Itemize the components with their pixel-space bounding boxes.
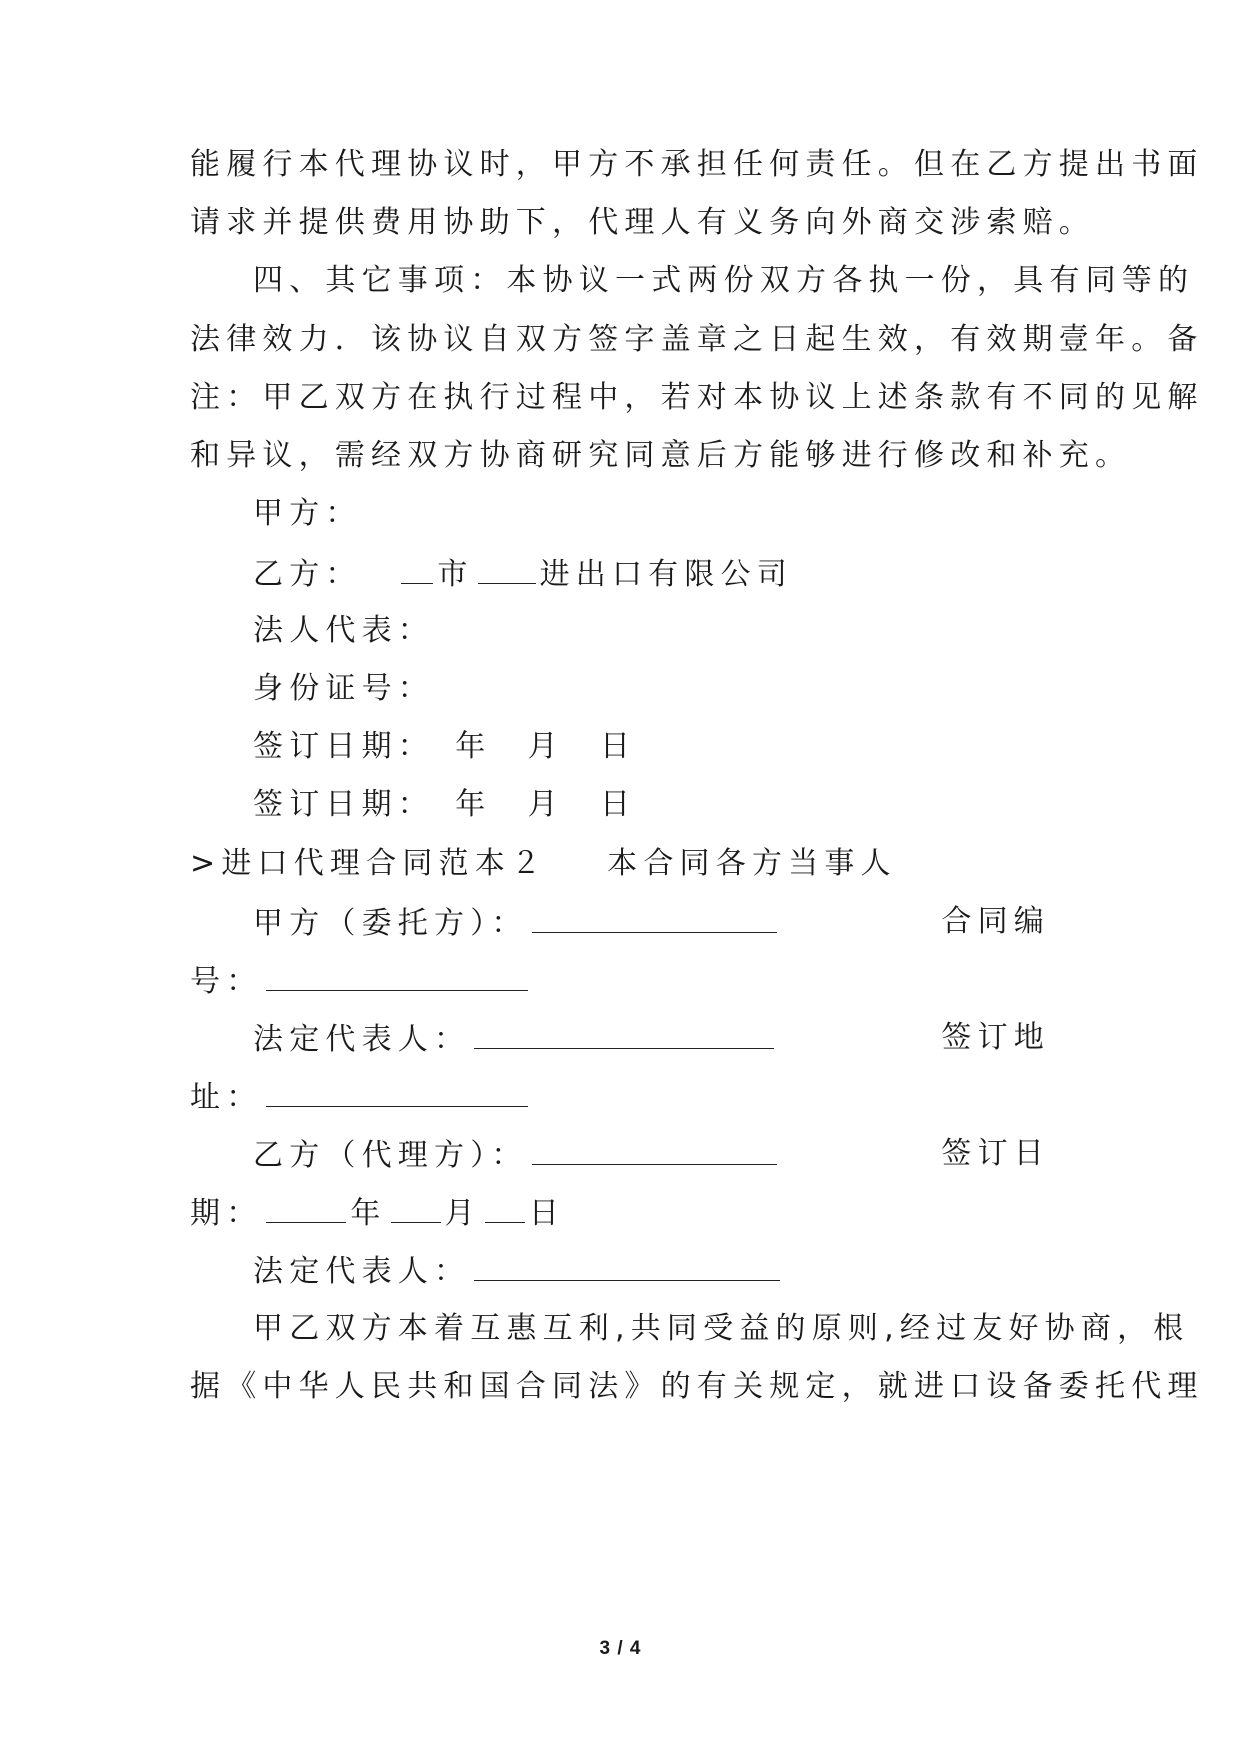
party-b-company: 进出口有限公司 [539, 557, 793, 592]
paragraph-line: 注：甲乙双方在执行过程中，若对本协议上述条款有不同的见解 [190, 380, 1204, 415]
party-a-blank [532, 902, 777, 933]
paragraph-line: 据《中华人民共和国合同法》的有关规定，就进口设备委托代理 [190, 1369, 1204, 1404]
city-blank [401, 553, 433, 584]
legal-rep-a-label: 法定代表人： [253, 1022, 471, 1057]
party-b-agent-line [253, 1134, 1050, 1176]
contract-number-blank [266, 960, 528, 991]
sign-place-blank [266, 1076, 528, 1107]
sign-place-label: 签订地 [941, 1020, 1050, 1055]
month-label: 月 [444, 1196, 481, 1231]
legal-rep-b-line [253, 1250, 1050, 1292]
sign-place-line [190, 1076, 1050, 1118]
year-blank [266, 1192, 346, 1223]
day-label: 日 [528, 1196, 566, 1231]
page-number: 3 / 4 [599, 1638, 642, 1659]
legal-rep-b-blank [474, 1250, 780, 1281]
day-blank [485, 1192, 525, 1223]
sign-date-line: 签订日期： 年 月 日 [253, 729, 637, 764]
paragraph-line: 请求并提供费用协助下，代理人有义务向外商交涉索赔。 [190, 205, 1095, 240]
paragraph-line: 法律效力．该协议自双方签字盖章之日起生效，有效期壹年。备 [190, 322, 1204, 357]
month-blank [391, 1192, 441, 1223]
paragraph-line: 四、其它事项：本协议一式两份双方各执一份，具有同等的 [253, 263, 1195, 298]
contract-number-line [190, 960, 1050, 1002]
paragraph-line: 能履行本代理协议时，甲方不承担任何责任。但在乙方提出书面 [190, 147, 1204, 182]
party-b-line [253, 553, 1050, 595]
paragraph-line: 和异议，需经双方协商研究同意后方能够进行修改和补充。 [190, 438, 1132, 473]
legal-rep-b-label: 法定代表人： [253, 1254, 471, 1289]
party-a-client-label: 甲方（委托方）： [253, 906, 528, 941]
contract-number-label-cont: 号： [190, 964, 263, 999]
legal-rep-a-line [253, 1018, 1050, 1060]
legal-rep-a-blank [474, 1018, 774, 1049]
contract-2-heading-line [190, 844, 1050, 884]
sign-date-fill-line [190, 1192, 1050, 1234]
parties-title: 本合同各方当事人 [607, 846, 897, 881]
party-b-agent-label: 乙方（代理方）： [253, 1138, 528, 1173]
party-b-agent-blank [532, 1134, 777, 1165]
sign-place-label-cont: 址： [190, 1080, 263, 1115]
party-b-label: 乙方： [253, 557, 362, 592]
party-a-label: 甲方： [253, 496, 362, 531]
party-a-client-line [253, 902, 1050, 944]
sign-date-label: 签订日 [941, 1136, 1050, 1171]
id-number-label: 身份证号： [253, 671, 434, 706]
company-blank [478, 553, 536, 584]
contract-number-label: 合同编 [941, 904, 1050, 939]
sign-date-line: 签订日期： 年 月 日 [253, 787, 637, 822]
party-b-city: 市 [437, 557, 474, 592]
sign-date-label-cont: 期： [190, 1196, 263, 1231]
legal-representative-label: 法人代表： [253, 613, 434, 648]
contract-2-heading: >进口代理合同范本２ [190, 846, 548, 881]
paragraph-line: 甲乙双方本着互惠互利,共同受益的原则,经过友好协商，根 [253, 1311, 1190, 1346]
year-label: 年 [350, 1196, 387, 1231]
